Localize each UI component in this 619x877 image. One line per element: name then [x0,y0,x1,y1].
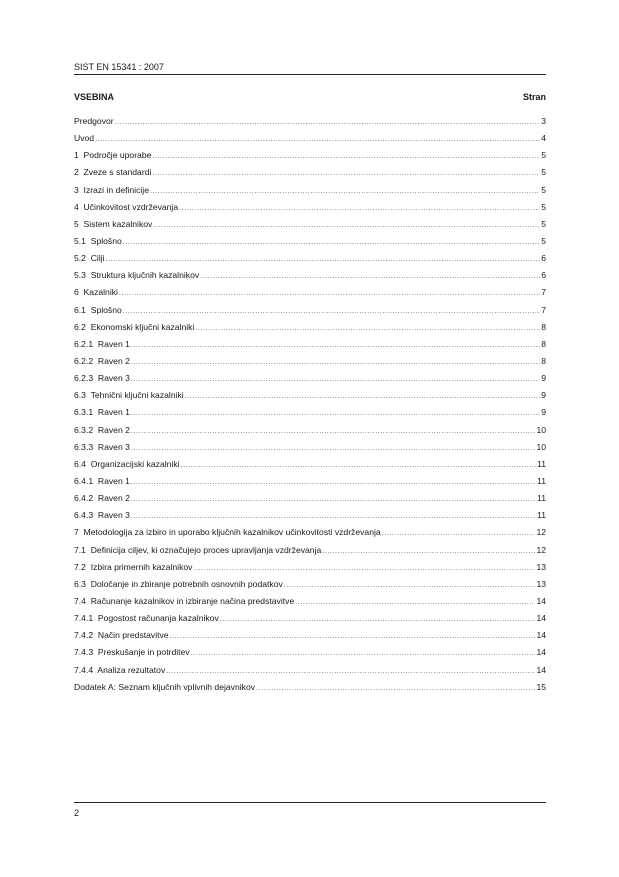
toc-entry-label: 6.3.3 Raven 3 [74,441,130,452]
toc-entry-label: 7.4.2 Način predstavitve [74,630,169,641]
toc-entry-page: 6 [541,270,546,281]
toc-entry-page: 5 [541,201,546,212]
toc-entry-label: 1 Področje uporabe [74,150,152,161]
toc-entry-label: 3 Izrazi in definicije [74,184,149,195]
toc-entry[interactable] [74,233,546,250]
toc-entry[interactable] [74,319,546,336]
toc-leader-dots [131,440,536,457]
toc-entry-label: 6.4.3 Raven 3 [74,510,130,521]
toc-entry[interactable] [74,507,546,524]
toc-leader-dots [256,680,535,697]
toc-leader-dots [95,131,540,148]
toc-leader-dots [191,645,536,662]
toc-entry-page: 5 [541,167,546,178]
toc-entry[interactable] [74,610,546,627]
toc-leader-dots [131,491,536,508]
toc-entry-page: 6 [541,253,546,264]
toc-leader-dots [193,560,535,577]
toc-entry-page: 8 [541,355,546,366]
table-of-contents [74,113,546,696]
toc-entry-label: 6.3.2 Raven 2 [74,424,130,435]
toc-entry-page: 9 [541,407,546,418]
toc-entry-label: 6.3 Določanje in zbiranje potrebnih osnovnih podatkov [74,578,283,589]
toc-entry[interactable] [74,182,546,199]
toc-entry-label: 7.4.1 Pogostost računanja kazalnikov [74,613,219,624]
toc-entry-label: 5 Sistem kazalnikov [74,218,153,229]
toc-leader-dots [131,354,540,371]
toc-leader-dots [131,405,540,422]
toc-leader-dots [179,200,540,217]
toc-entry-page: 4 [541,133,546,144]
toc-entry-page: 7 [541,304,546,315]
toc-entry[interactable] [74,473,546,490]
toc-entry-page: 13 [536,561,546,572]
toc-entry-page: 11 [537,458,546,469]
toc-entry-label: 6.3.1 Raven 1 [74,407,130,418]
toc-entry-label: Predgovor [74,116,114,126]
toc-entry-page: 10 [536,441,546,452]
toc-entry-page: 11 [537,510,546,521]
toc-leader-dots [181,457,537,474]
toc-entry-page: 12 [536,544,546,555]
toc-entry-page: 5 [541,184,546,195]
toc-leader-dots [153,217,540,234]
toc-leader-dots [152,165,540,182]
toc-entry[interactable] [74,439,546,456]
toc-leader-dots [131,337,540,354]
toc-entry-label: 6.3 Tehnični ključni kazalniki [74,390,184,401]
toc-entry[interactable] [74,679,546,696]
toc-entry-page: 14 [536,647,546,658]
toc-entry[interactable] [74,559,546,576]
toc-entry-label: 6.4.2 Raven 2 [74,493,130,504]
toc-entry-label: 7.2 Izbira primernih kazalnikov [74,561,193,572]
toc-entry-label: 7.4.4 Analiza rezultatov [74,664,166,675]
toc-entry[interactable] [74,267,546,284]
toc-entry[interactable] [74,662,546,679]
toc-entry-page: 12 [536,527,546,538]
toc-entry-page: 5 [541,150,546,161]
toc-leader-dots [295,594,535,611]
toc-entry-label: 6 Kazalniki [74,287,118,298]
toc-entry-label: 7 Metodologija za izbiro in uporabo ključnih kazalnikov učinkovitosti vzdrževanja [74,527,381,538]
toc-entry-page: 5 [541,235,546,246]
toc-entry-page: 9 [541,373,546,384]
toc-leader-dots [106,251,541,268]
toc-entry[interactable] [74,284,546,301]
toc-leader-dots [152,148,540,165]
toc-entry[interactable] [74,524,546,541]
toc-entry[interactable] [74,422,546,439]
toc-entry-label: 6.2 Ekonomski ključni kazalniki [74,321,195,332]
toc-title: VSEBINA [74,92,115,102]
toc-entry-label: 7.4.3 Preskušanje in potrditev [74,647,190,658]
header-divider [74,74,546,75]
toc-entry-page: 15 [536,681,546,692]
toc-leader-dots [115,114,541,131]
toc-leader-dots [220,611,536,628]
toc-entry-page: 8 [541,321,546,332]
toc-entry-page: 11 [537,493,546,504]
toc-entry[interactable] [74,404,546,421]
toc-leader-dots [284,577,536,594]
toc-entry-label: 6.4 Organizacijski kazalniki [74,458,180,469]
toc-entry-page: 5 [541,218,546,229]
toc-entry[interactable] [74,490,546,507]
toc-leader-dots [123,234,540,251]
toc-leader-dots [166,663,535,680]
toc-leader-dots [119,285,540,302]
toc-entry[interactable] [74,542,546,559]
toc-entry[interactable] [74,336,546,353]
toc-entry-page: 10 [536,424,546,435]
footer-divider [74,802,546,803]
toc-leader-dots [195,320,540,337]
toc-entry-page: 3 [541,116,546,126]
toc-entry[interactable] [74,302,546,319]
toc-entry-label: Dodatek A: Seznam ključnih vplivnih dejavnikov [74,681,256,692]
toc-entry-page: 14 [536,613,546,624]
page-number: 2 [74,808,80,818]
toc-leader-dots [322,543,535,560]
toc-entry-label: 7.1 Definicija ciljev, ki označujejo proces upravljanja vzdrževanja [74,544,322,555]
toc-entry[interactable] [74,130,546,147]
toc-entry-label: Uvod [74,133,95,144]
toc-entry[interactable] [74,113,546,130]
toc-entry[interactable] [74,576,546,593]
toc-heading-row [74,92,546,102]
toc-leader-dots [185,388,541,405]
toc-entry-page: 13 [536,578,546,589]
toc-leader-dots [200,268,540,285]
toc-entry-page: 14 [536,630,546,641]
toc-leader-dots [131,508,536,525]
toc-entry[interactable] [74,644,546,661]
toc-entry-label: 5.2 Cilji [74,253,105,264]
toc-leader-dots [150,183,540,200]
toc-entry[interactable] [74,250,546,267]
toc-entry-label: 7.4 Računanje kazalnikov in izbiranje načina predstavitve [74,595,295,606]
toc-leader-dots [382,525,536,542]
toc-entry[interactable] [74,627,546,644]
toc-entry-page: 8 [541,338,546,349]
toc-entry-label: 6.2.2 Raven 2 [74,355,130,366]
toc-entry-page: 14 [536,664,546,675]
toc-entry-label: 5.1 Splošno [74,235,122,246]
toc-entry-label: 6.4.1 Raven 1 [74,475,130,486]
toc-entry[interactable] [74,147,546,164]
toc-entry[interactable] [74,353,546,370]
toc-entry[interactable] [74,199,546,216]
toc-entry-label: 5.3 Struktura ključnih kazalnikov [74,270,200,281]
document-id: SIST EN 15341 : 2007 [74,62,164,72]
toc-entry[interactable] [74,387,546,404]
toc-entry-page: 14 [536,595,546,606]
toc-entry-page: 9 [541,390,546,401]
toc-leader-dots [131,371,540,388]
toc-leader-dots [131,423,536,440]
toc-entry-label: 6.1 Splošno [74,304,122,315]
toc-entry-page: 11 [537,475,546,486]
toc-entry[interactable] [74,216,546,233]
toc-entry-label: 2 Zveze s standardi [74,167,152,178]
toc-leader-dots [170,628,536,645]
toc-entry-page: 7 [541,287,546,298]
toc-entry-label: 6.2.3 Raven 3 [74,373,130,384]
toc-entry-label: 4 Učinkovitost vzdrževanja [74,201,179,212]
toc-entry[interactable] [74,593,546,610]
toc-page-column-label: Stran [522,92,546,102]
toc-entry-label: 6.2.1 Raven 1 [74,338,130,349]
toc-leader-dots [131,474,536,491]
toc-entry[interactable] [74,370,546,387]
toc-entry[interactable] [74,456,546,473]
toc-entry[interactable] [74,164,546,181]
toc-leader-dots [123,303,540,320]
